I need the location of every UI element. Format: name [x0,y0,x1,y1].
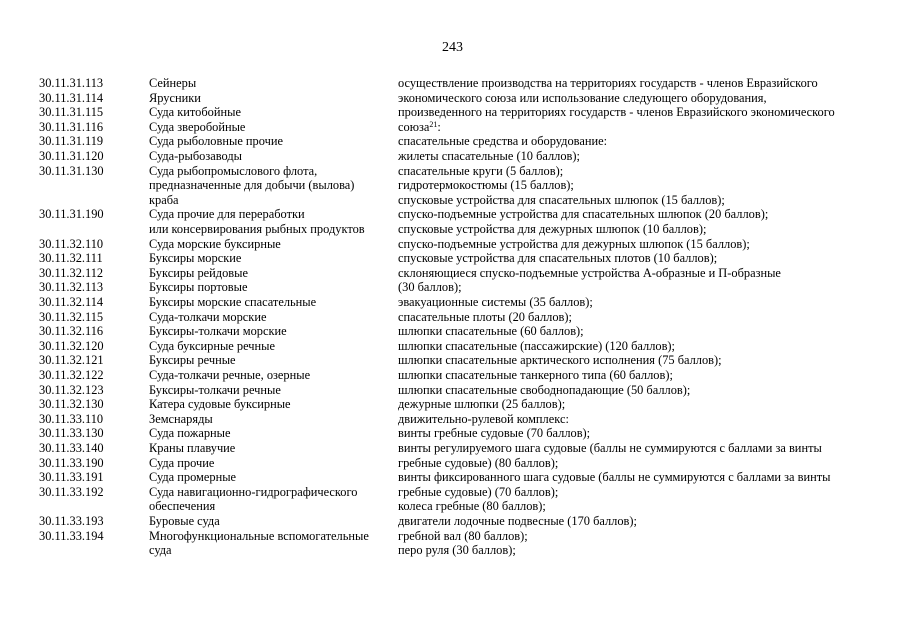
product-name: Суда рыбопромыслового флота, [149,163,318,178]
requirement-text-main: спасательные средства и оборудование: [398,134,608,149]
page-number: 243 [442,40,463,55]
requirement-text [398,339,675,354]
document-line [0,134,905,149]
product-name: Краны плавучие [149,441,236,455]
requirement-text [398,470,831,485]
requirement-text-main: спусковые устройства для спасательных плотов (10 баллов); [398,251,718,266]
product-name: или консервирования рыбных продуктов [149,222,365,236]
document-line [0,529,905,544]
product-name: Суда-рыбозаводы [149,149,242,163]
requirement-text-main: склоняющиеся спуско-подъемные устройства А-образные и П-образные [398,265,781,280]
requirement-text-main: гребные судовые) (80 баллов); [398,455,559,470]
requirement-text [398,397,565,412]
product-name: Суда морские буксирные [149,236,281,251]
document-line [0,251,905,266]
requirement-text-main: дежурные шлюпки (25 баллов); [398,397,566,412]
requirement-text-main: спасательные плоты (20 баллов); [398,309,572,324]
document-line [0,339,905,354]
okpd-code: 30.11.31.114 [39,90,104,105]
product-name: Суда навигационно-гидрографического [149,484,358,499]
document-line [0,91,905,106]
product-name: Суда промерные [149,470,237,485]
requirement-text-main: эвакуационные системы (35 баллов); [398,295,593,309]
requirement-text-main: перо руля (30 баллов); [398,543,516,558]
requirement-text [398,456,558,471]
requirement-text [398,76,818,91]
document-line [0,178,905,193]
product-name: Суда прочие [149,455,215,470]
product-name: Суда зверобойные [149,119,246,134]
okpd-code: 30.11.32.114 [39,295,104,309]
okpd-code: 30.11.31.113 [39,76,104,90]
okpd-code: 30.11.32.121 [39,353,104,368]
requirement-text [398,134,607,149]
okpd-code: 30.11.33.110 [39,411,104,426]
requirement-text-main: шлюпки спасательные арктического исполнения (75 баллов); [398,353,722,368]
requirement-text [398,543,516,558]
requirement-text-main: спусковые устройства для дежурных шлюпок (10 баллов); [398,222,707,236]
requirement-text [398,441,822,456]
requirement-text [398,237,750,252]
requirement-text [398,529,528,544]
okpd-code: 30.11.32.115 [39,309,104,324]
product-name: Буксиры речные [149,353,236,368]
okpd-code: 30.11.32.113 [39,280,104,295]
okpd-code: 30.11.31.190 [39,207,104,222]
product-name: Суда пожарные [149,426,231,441]
requirement-text-main: (30 баллов); [398,280,462,295]
okpd-code: 30.11.31.116 [39,119,104,134]
okpd-code: 30.11.32.120 [39,338,104,353]
product-name: Буксиры морские спасательные [149,295,317,309]
document-line [0,207,905,222]
product-name: Буровые суда [149,514,220,528]
requirement-text-main: шлюпки спасательные свободнопадающие (50 баллов); [398,382,691,397]
requirement-text-main: движительно-рулевой комплекс: [398,411,569,426]
requirement-text-main: спуско-подъемные устройства для дежурных шлюпок (15 баллов); [398,236,750,251]
product-name: Катера судовые буксирные [149,397,291,412]
requirement-text-main: осуществление производства на территориях государств - членов Евразийского [398,76,818,90]
okpd-code: 30.11.33.192 [39,484,104,499]
requirement-text-main: двигатели лодочные подвесные (170 баллов); [398,514,637,528]
requirement-text-main: союза [398,119,430,134]
okpd-code: 30.11.33.140 [39,441,104,455]
product-name: краба [149,192,179,207]
document-line [0,266,905,281]
product-name: Буксиры-толкачи морские [149,324,287,339]
requirement-text [398,91,767,106]
document-line [0,105,905,120]
requirement-text-main: винты фиксированного шага судовые (баллы не суммируются с баллами за винты [398,470,831,485]
product-name: Суда прочие для переработки [149,207,305,222]
requirement-text-main: произведенного на территориях государств - членов Евразийского экономического [398,105,835,120]
requirement-text-main: шлюпки спасательные (пассажирские) (120 баллов); [398,338,675,353]
okpd-code: 30.11.31.119 [39,134,104,149]
okpd-code: 30.11.32.122 [39,368,104,382]
document-line [0,368,905,383]
requirement-text [398,485,558,500]
requirement-text-main: винты гребные судовые (70 баллов); [398,426,591,441]
product-name: суда [149,543,172,558]
requirement-text [398,164,563,179]
requirement-text-main: винты регулируемого шага судовые (баллы не суммируются с баллами за винты [398,441,822,455]
product-name: Суда буксирные речные [149,338,275,353]
product-name: Суда китобойные [149,105,241,120]
document-line [0,120,905,135]
requirement-text-suffix: : [437,119,441,134]
document-line [0,441,905,456]
document-line [0,426,905,441]
product-name: обеспечения [149,499,216,514]
requirement-text-main: шлюпки спасательные (60 баллов); [398,324,584,339]
document-line [0,412,905,427]
requirement-text [398,353,722,368]
product-name: Суда-толкачи речные, озерные [149,368,311,382]
document-line [0,543,905,558]
product-name: Буксиры морские [149,251,242,266]
product-name: Земснаряды [149,411,213,426]
requirement-text [398,120,441,135]
okpd-code: 30.11.33.193 [39,514,104,528]
requirement-text-main: спасательные круги (5 баллов); [398,163,564,178]
document-line [0,397,905,412]
document-line [0,193,905,208]
okpd-code: 30.11.31.115 [39,105,104,120]
okpd-code: 30.11.32.112 [39,265,104,280]
okpd-code: 30.11.32.111 [39,251,103,266]
okpd-code: 30.11.31.120 [39,149,104,163]
document-line [0,237,905,252]
document-line [0,324,905,339]
product-name: Буксиры рейдовые [149,265,248,280]
requirement-text-main: спуско-подъемные устройства для спасательных шлюпок (20 баллов); [398,207,769,222]
okpd-code: 30.11.32.110 [39,236,104,251]
requirement-text [398,266,781,281]
product-name: Буксиры-толкачи речные [149,382,281,397]
document-line [0,485,905,500]
requirement-text [398,193,725,208]
okpd-code: 30.11.33.190 [39,455,104,470]
document-line [0,149,905,164]
requirement-text [398,426,590,441]
document-line [0,470,905,485]
requirement-text [398,105,835,120]
product-name: предназначенные для добычи (вылова) [149,178,355,193]
requirement-text [398,412,569,427]
requirement-text [398,514,637,529]
document-line [0,76,905,91]
document-line [0,222,905,237]
requirement-text-main: гребные судовые) (70 баллов); [398,484,559,499]
requirement-text [398,324,584,339]
requirement-text [398,383,690,398]
requirement-text-main: колеса гребные (80 баллов); [398,499,546,514]
document-line [0,456,905,471]
document-line [0,353,905,368]
requirement-text-main: спусковые устройства для спасательных шлюпок (15 баллов); [398,192,725,207]
document-line [0,310,905,325]
requirement-text [398,149,580,164]
requirement-text [398,251,717,266]
product-name: Буксиры портовые [149,280,248,295]
requirement-text [398,310,572,325]
product-name: Ярусники [149,90,201,105]
document-line [0,499,905,514]
okpd-code: 30.11.33.130 [39,426,104,441]
footnote-marker[interactable]: 21 [429,119,438,129]
document-line [0,164,905,179]
okpd-code: 30.11.31.130 [39,163,104,178]
requirement-text [398,368,673,383]
okpd-code: 30.11.32.130 [39,397,104,412]
requirement-text-main: гребной вал (80 баллов); [398,528,528,543]
document-line [0,514,905,529]
okpd-code: 30.11.33.194 [39,528,104,543]
requirement-text [398,280,462,295]
okpd-code: 30.11.33.191 [39,470,104,485]
product-name: Суда рыболовные прочие [149,134,283,149]
requirement-text [398,207,768,222]
requirement-text-main: гидротермокостюмы (15 баллов); [398,178,574,193]
requirement-text [398,222,706,237]
requirement-text [398,499,546,514]
document-line [0,383,905,398]
requirement-text-main: жилеты спасательные (10 баллов); [398,149,580,163]
requirement-text [398,178,574,193]
product-name: Многофункциональные вспомогательные [149,528,369,543]
okpd-code: 30.11.32.123 [39,382,104,397]
requirement-text-main: шлюпки спасательные танкерного типа (60 баллов); [398,368,673,382]
okpd-code: 30.11.32.116 [39,324,104,339]
product-name: Суда-толкачи морские [149,309,267,324]
document-line [0,295,905,310]
requirement-text [398,295,593,310]
product-name: Сейнеры [149,76,197,90]
requirement-text-main: экономического союза или использование следующего оборудования, [398,90,767,105]
document-line [0,280,905,295]
